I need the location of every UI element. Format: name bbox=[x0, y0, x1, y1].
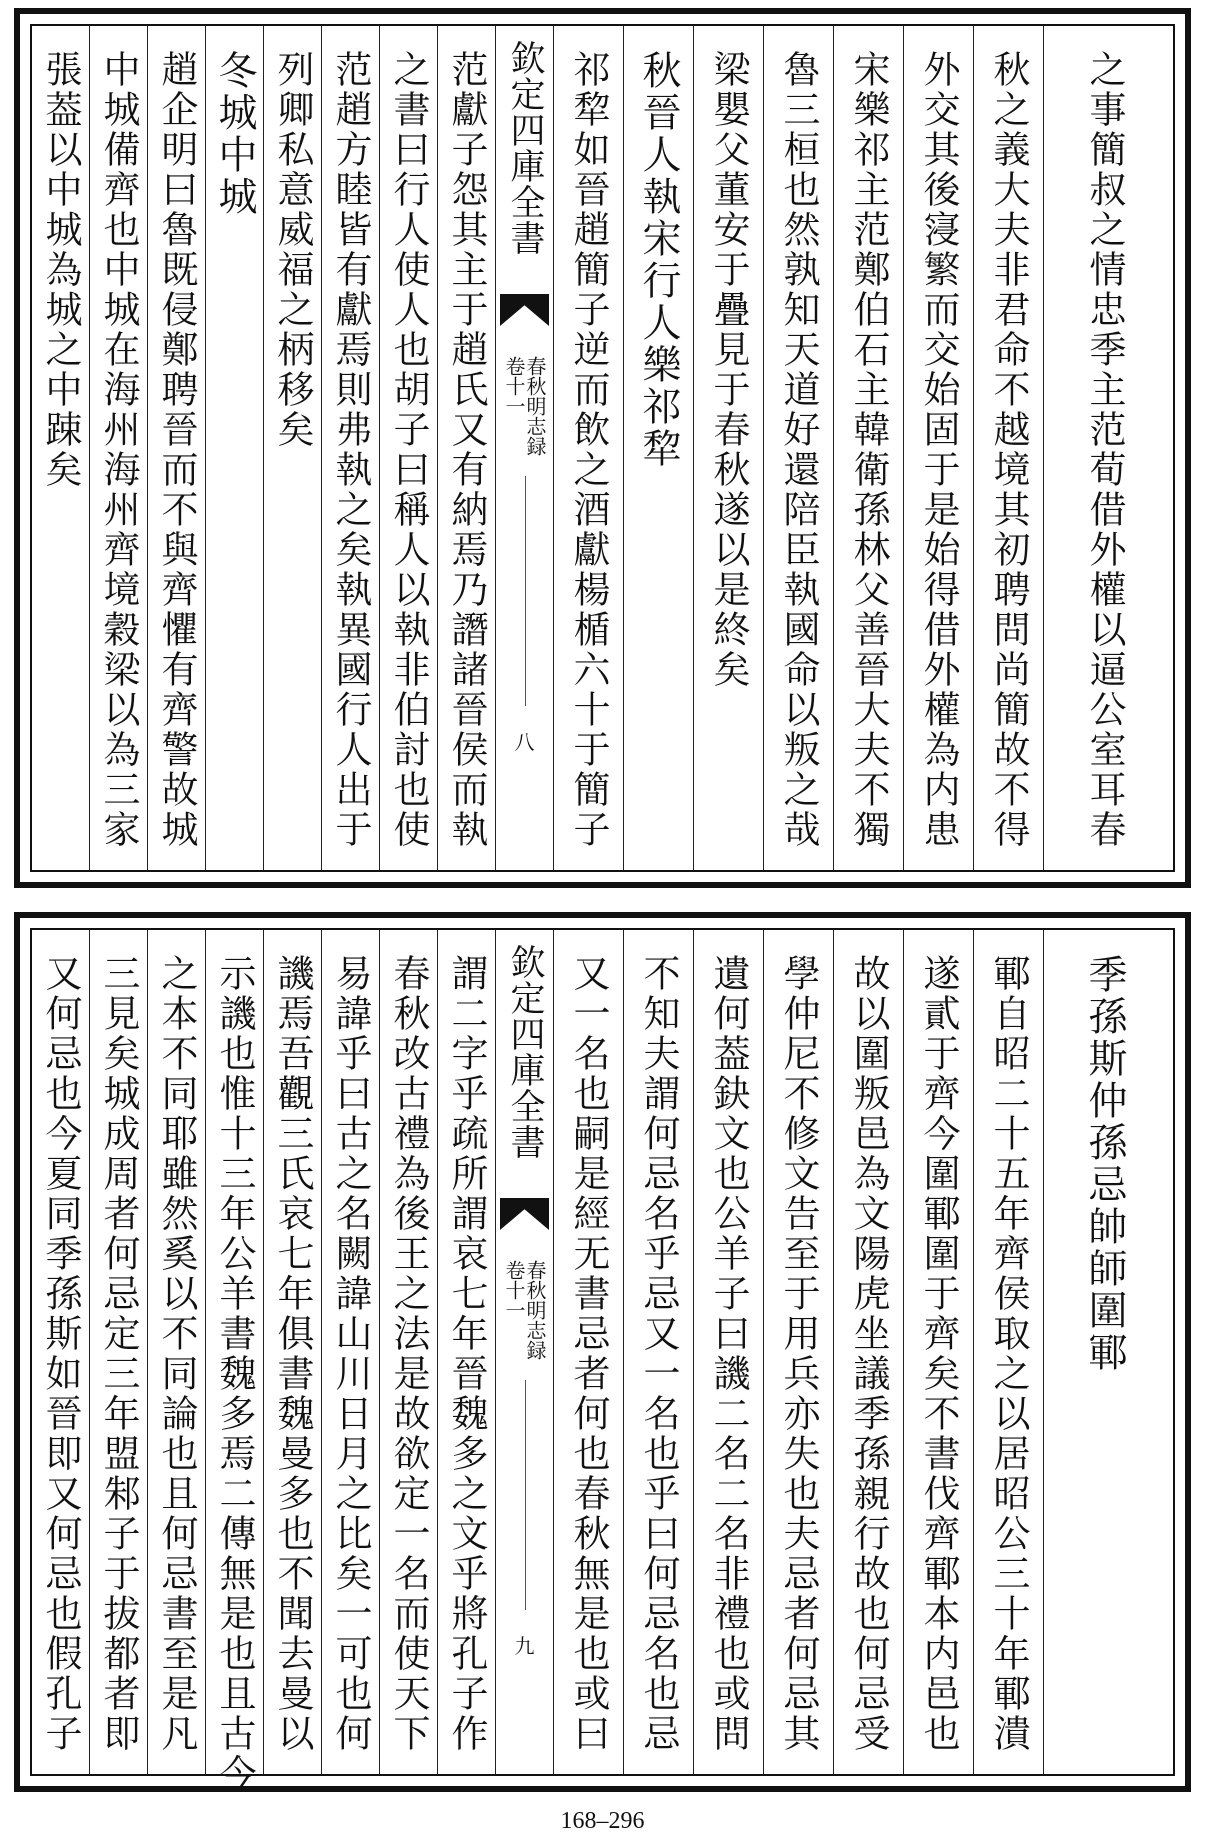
center-rule bbox=[525, 476, 526, 706]
text-column bbox=[32, 26, 89, 870]
text-column bbox=[437, 26, 495, 870]
column-text: 鄆自昭二十五年齊侯取之以居昭公三十年鄆潰 bbox=[987, 954, 1030, 1754]
column-text: 學仲尼不修文告至于用兵亦失也夫忌者何忌其 bbox=[777, 954, 820, 1754]
column-text: 祁犂如晉趙簡子逆而飲之酒獻楊楯六十于簡子 bbox=[567, 50, 610, 850]
text-column bbox=[763, 26, 833, 870]
heading-column bbox=[623, 26, 693, 870]
center-margin bbox=[495, 26, 553, 870]
column-text: 秋之義大夫非君命不越境其初聘問尚簡故不得 bbox=[987, 50, 1030, 850]
chapter-label: 卷十一 bbox=[502, 1260, 526, 1320]
page-number: 八 bbox=[514, 730, 535, 754]
text-column bbox=[321, 930, 379, 1774]
text-column bbox=[833, 26, 903, 870]
text-column bbox=[89, 930, 147, 1774]
heading-column bbox=[1043, 930, 1165, 1774]
column-text: 張葢以中城為城之中踈矣 bbox=[39, 50, 82, 490]
column-text: 列卿私意威福之柄移矣 bbox=[271, 50, 314, 450]
text-column bbox=[693, 26, 763, 870]
text-column bbox=[263, 930, 321, 1774]
text-column bbox=[437, 930, 495, 1774]
lower-page bbox=[14, 912, 1191, 1792]
column-text: 魯三桓也然孰知天道好還陪臣執國命以叛之哉 bbox=[777, 50, 820, 850]
text-column bbox=[321, 26, 379, 870]
text-column bbox=[553, 930, 623, 1774]
text-column bbox=[379, 930, 437, 1774]
column-text: 中城備齊也中城在海州海州齊境穀梁以為三家 bbox=[97, 50, 140, 850]
column-text: 范獻子怨其主于趙氏又有納焉乃譖諸晉侯而執 bbox=[445, 50, 488, 850]
column-text: 三見矣城成周者何忌定三年盟邾子于拔都者即 bbox=[97, 954, 140, 1754]
text-column bbox=[903, 26, 973, 870]
text-column bbox=[833, 930, 903, 1774]
column-text: 不知夫謂何忌名乎忌又一名也乎曰何忌名也忌 bbox=[637, 954, 680, 1754]
text-column bbox=[903, 930, 973, 1774]
text-column bbox=[263, 26, 321, 870]
text-column bbox=[379, 26, 437, 870]
lower-page-frame bbox=[30, 928, 1175, 1794]
column-text: 趙企明曰魯既侵鄭聘晉而不與齊懼有齊警故城 bbox=[155, 50, 198, 850]
column-text: 之本不同耶雖然奚以不同論也且何忌書至是凡 bbox=[155, 954, 198, 1754]
column-text: 譏焉吾觀三氏哀七年俱書魏曼多也不聞去曼以 bbox=[271, 954, 314, 1754]
column-text: 故以圍叛邑為文陽虎坐議季孫親行故也何忌受 bbox=[847, 954, 890, 1754]
column-text: 季孫斯仲孫忌帥師圍鄆 bbox=[1082, 954, 1127, 1374]
text-column bbox=[553, 26, 623, 870]
column-text: 遂貳于齊今圍鄆圍于齊矣不書伐齊鄆本内邑也 bbox=[917, 954, 960, 1754]
text-column bbox=[763, 930, 833, 1774]
column-text: 宋樂祁主范鄭伯石主韓衛孫林父善晉大夫不獨 bbox=[847, 50, 890, 850]
column-text: 示譏也惟十三年公羊書魏多焉二傳無是也且古今 bbox=[213, 954, 256, 1794]
page-number: 九 bbox=[514, 1634, 535, 1658]
column-text: 秋晉人執宋行人樂祁犂 bbox=[636, 50, 681, 470]
center-margin bbox=[495, 930, 553, 1774]
column-text: 梁嬰父董安于疊見于春秋遂以是終矣 bbox=[707, 50, 750, 690]
column-text: 又一名也嗣是經无書忌者何也春秋無是也或曰 bbox=[567, 954, 610, 1754]
text-column bbox=[973, 26, 1043, 870]
book-title: 春秋明志録 bbox=[523, 356, 547, 456]
upper-page-frame bbox=[30, 24, 1175, 872]
text-column bbox=[205, 930, 263, 1794]
center-rule bbox=[525, 1380, 526, 1610]
text-column bbox=[147, 26, 205, 870]
fishtail-ornament bbox=[500, 294, 549, 326]
text-column bbox=[89, 26, 147, 870]
heading-column bbox=[205, 26, 263, 870]
column-text: 又何忌也今夏同季孫斯如晉即又何忌也假孔子 bbox=[39, 954, 82, 1754]
text-column bbox=[623, 930, 693, 1774]
column-text: 易諱乎曰古之名闕諱山川日月之比矣一可也何 bbox=[329, 954, 372, 1754]
upper-page bbox=[14, 8, 1191, 888]
footer-page-code: 168–296 bbox=[560, 1808, 645, 1834]
text-column bbox=[693, 930, 763, 1774]
text-column bbox=[973, 930, 1043, 1774]
text-column bbox=[147, 930, 205, 1774]
chapter-label: 卷十一 bbox=[502, 356, 526, 416]
header-title: 欽定四庫全書 bbox=[505, 40, 545, 256]
column-text: 遺何葢鈌文也公羊子曰譏二名二名非禮也或問 bbox=[707, 954, 750, 1754]
text-column bbox=[1043, 26, 1165, 870]
text-column bbox=[32, 930, 89, 1774]
column-text: 冬城中城 bbox=[212, 50, 257, 218]
column-text: 謂二字乎疏所謂哀七年晉魏多之文乎將孔子作 bbox=[445, 954, 488, 1754]
column-text: 范趙方睦皆有獻焉則弗執之矣執異國行人出于 bbox=[329, 50, 372, 850]
column-text: 春秋改古禮為後王之法是故欲定一名而使天下 bbox=[387, 954, 430, 1754]
fishtail-ornament bbox=[500, 1198, 549, 1230]
book-title: 春秋明志録 bbox=[523, 1260, 547, 1360]
header-title: 欽定四庫全書 bbox=[505, 944, 545, 1160]
column-text: 之書曰行人使人也胡子曰稱人以執非伯討也使 bbox=[387, 50, 430, 850]
column-text: 外交其後寖繁而交始固于是始得借外權為内患 bbox=[917, 50, 960, 850]
column-text: 之事簡叔之情忠季主范荀借外權以逼公室耳春 bbox=[1083, 50, 1126, 850]
